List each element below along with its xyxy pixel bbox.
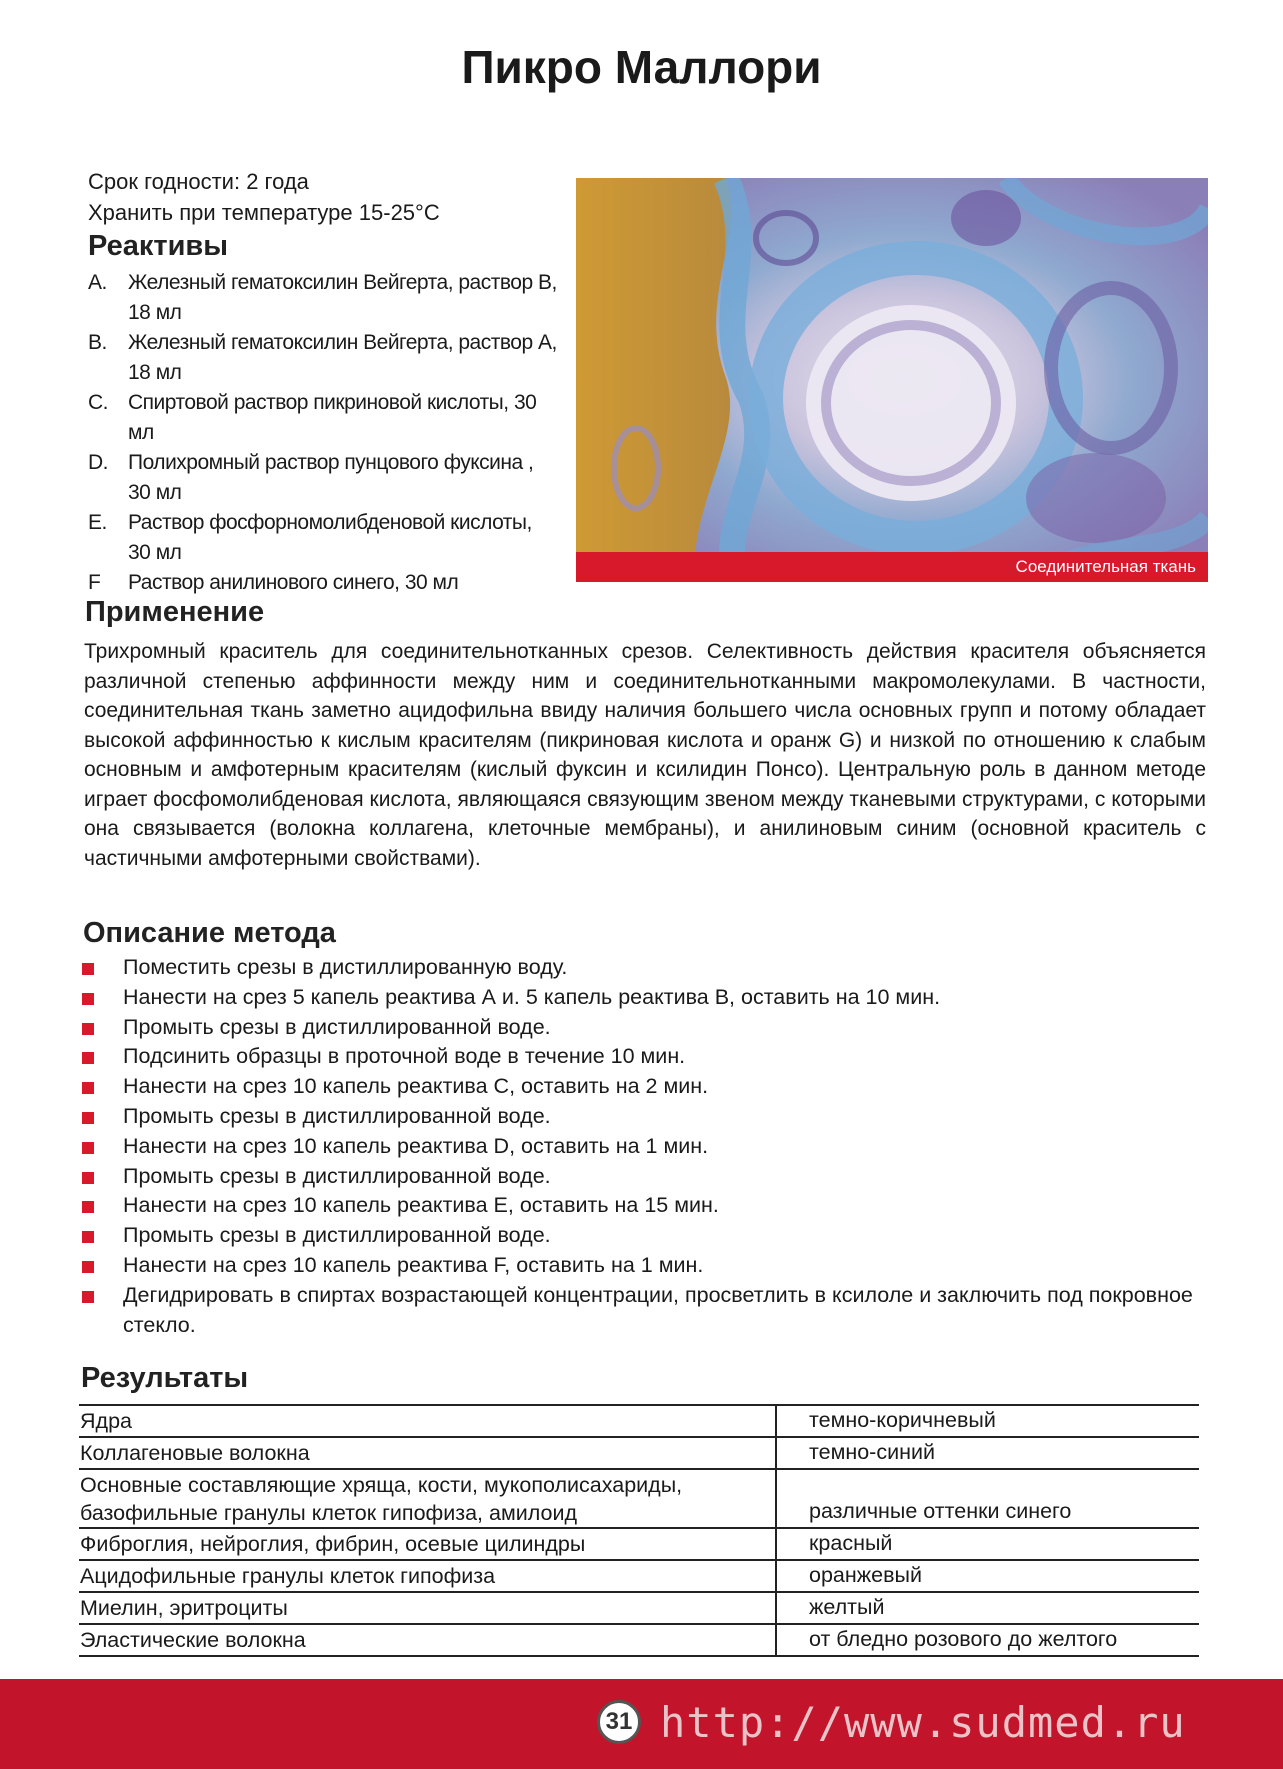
reagent-item	[88, 388, 558, 448]
bullet-square-icon	[82, 1142, 94, 1154]
step-text: Промыть срезы в дистиллированной воде.	[123, 1163, 551, 1188]
step-text: Поместить срезы в дистиллированную воду.	[123, 955, 568, 979]
method-step	[80, 983, 1210, 1013]
step-text: Нанести на срез 5 капель реактива А и. 5 капель реактива В, оставить на 10 мин.	[123, 984, 941, 1009]
color-value: красный	[809, 1531, 893, 1555]
application-text: Трихромный краситель для соединительнотканных срезов. Селективность действия красителя объясняется различной степенью аффинности между ним и соединительнотканными макромолекулами. В частности, соединительная ткань заметно ацидофильна ввиду наличия большего числа основных групп и потому обладает высокой аффинностью к кислым красителям (пикриновая кислота и оранж G) и низкой по отношению к слабым основным и амфотерным красителям (кислый фуксин и ксилидин Понсо). Центральную роль в данном методе играет фосфомолибденовая кислота, являющаяся связующим звеном между тканевыми структурами, с которыми она связывается (волокна коллагена, клеточные мембраны), и анилиновым синим (основной краситель с частичными амфотерными свойствами).	[84, 640, 1206, 870]
bullet-square-icon	[82, 1291, 94, 1303]
color-value: от бледно розового до желтого	[809, 1627, 1118, 1651]
bullet-square-icon	[82, 1023, 94, 1035]
method-step	[80, 1072, 1210, 1102]
reagent-letter: F	[88, 571, 101, 594]
method-step	[80, 953, 1210, 983]
step-text: Нанести на срез 10 капель реактива С, оставить на 2 мин.	[123, 1074, 709, 1099]
table-row	[79, 1561, 1199, 1593]
step-text: Промыть срезы в дистиллированной воде.	[123, 1103, 551, 1128]
method-step	[80, 1102, 1210, 1132]
structure-cell: Основные составляющие хряща, кости, мукополисахариды, базофильные гранулы клеток гипофиза, амилоид	[79, 1470, 777, 1527]
bullet-square-icon	[82, 963, 94, 975]
storage-info	[88, 166, 440, 228]
reagent-text: Спиртовой раствор пикриновой кислоты, 30 мл	[128, 391, 537, 444]
color-cell	[777, 1529, 1199, 1559]
reagent-letter: A.	[88, 271, 107, 294]
reagent-item	[88, 268, 558, 328]
reagent-text: Железный гематоксилин Вейгерта, раствор А, 18 мл	[128, 331, 557, 384]
method-steps-list	[80, 953, 1210, 1340]
method-step	[80, 1042, 1210, 1072]
reagent-text: Раствор анилинового синего, 30 мл	[128, 571, 459, 594]
reagent-text: Полихромный раствор пунцового фуксина , 30 мл	[128, 451, 534, 504]
step-text: Подсинить образцы в проточной воде в течение 10 мин.	[123, 1044, 686, 1069]
bullet-square-icon	[82, 1231, 94, 1243]
reagent-text: Раствор фосфорномолибденовой кислоты, 30 мл	[128, 511, 532, 564]
color-cell	[777, 1561, 1199, 1591]
step-text: Нанести на срез 10 капель реактива Е, оставить на 15 мин.	[123, 1193, 719, 1218]
micrograph-image	[576, 178, 1208, 582]
photo-caption: Соединительная ткань	[576, 552, 1208, 582]
results-heading: Результаты	[81, 1362, 249, 1394]
page-title: Пикро Маллори	[461, 41, 822, 93]
method-step	[80, 1251, 1210, 1281]
step-text: Нанести на срез 10 капель реактива D, оставить на 1 мин.	[123, 1133, 709, 1158]
step-text: Дегидрировать в спиртах возрастающей концентрации, просветлить в ксилоле и заключить под покровное стекло.	[123, 1282, 1193, 1337]
page-number-badge: 31	[597, 1700, 641, 1744]
bullet-square-icon	[82, 1052, 94, 1064]
structure-cell: Ядра	[79, 1406, 777, 1436]
method-step	[80, 1132, 1210, 1162]
reagent-letter: E.	[88, 511, 107, 534]
reagent-item	[88, 508, 558, 568]
method-step	[80, 1221, 1210, 1251]
application-heading: Применение	[85, 596, 265, 628]
step-text: Нанести на срез 10 капель реактива F, оставить на 1 мин.	[123, 1252, 704, 1277]
bullet-square-icon	[82, 1201, 94, 1213]
storage-temperature-text: Хранить при температуре 15-25°C	[88, 200, 440, 225]
step-text: Промыть срезы в дистиллированной воде.	[123, 1223, 551, 1248]
shelf-life-text: Срок годности: 2 года	[88, 169, 309, 194]
color-cell	[777, 1593, 1199, 1623]
method-step	[80, 1013, 1210, 1043]
bullet-square-icon	[82, 1112, 94, 1124]
reagent-letter: C.	[88, 391, 108, 414]
table-row	[79, 1404, 1199, 1438]
color-cell	[777, 1406, 1199, 1436]
reagents-heading: Реактивы	[88, 230, 229, 262]
table-row	[79, 1593, 1199, 1625]
structure-cell: Коллагеновые волокна	[79, 1438, 777, 1468]
bullet-square-icon	[82, 1082, 94, 1094]
reagents-list	[88, 268, 558, 598]
reagent-item	[88, 448, 558, 508]
bullet-square-icon	[82, 1172, 94, 1184]
watermark-url: http://www.sudmed.ru	[660, 1698, 1186, 1747]
reagent-letter: D.	[88, 451, 108, 474]
reagent-item	[88, 568, 558, 598]
bullet-square-icon	[82, 1261, 94, 1273]
table-row	[79, 1529, 1199, 1561]
color-cell	[777, 1625, 1199, 1655]
results-table	[79, 1404, 1199, 1657]
color-value: различные оттенки синего	[809, 1499, 1072, 1523]
table-row	[79, 1625, 1199, 1657]
reagent-item	[88, 328, 558, 388]
method-heading: Описание метода	[83, 917, 336, 949]
color-value: желтый	[809, 1595, 885, 1619]
reagent-text: Железный гематоксилин Вейгерта, раствор В, 18 мл	[128, 271, 557, 324]
method-step	[80, 1162, 1210, 1192]
color-value: оранжевый	[809, 1563, 922, 1587]
structure-cell: Миелин, эритроциты	[79, 1593, 777, 1623]
connective-tissue-micrograph	[576, 178, 1208, 582]
color-value: темно-коричневый	[809, 1408, 996, 1432]
structure-cell: Ацидофильные гранулы клеток гипофиза	[79, 1561, 777, 1591]
color-value: темно-синий	[809, 1440, 935, 1464]
structure-cell: Эластические волокна	[79, 1625, 777, 1655]
color-cell	[777, 1470, 1199, 1527]
color-cell	[777, 1438, 1199, 1468]
method-step	[80, 1281, 1210, 1341]
reagent-letter: B.	[88, 331, 107, 354]
table-row	[79, 1470, 1199, 1529]
step-text: Промыть срезы в дистиллированной воде.	[123, 1014, 551, 1039]
bullet-square-icon	[82, 993, 94, 1005]
table-row	[79, 1438, 1199, 1470]
structure-cell: Фиброглия, нейроглия, фибрин, осевые цилиндры	[79, 1529, 777, 1559]
method-step	[80, 1191, 1210, 1221]
